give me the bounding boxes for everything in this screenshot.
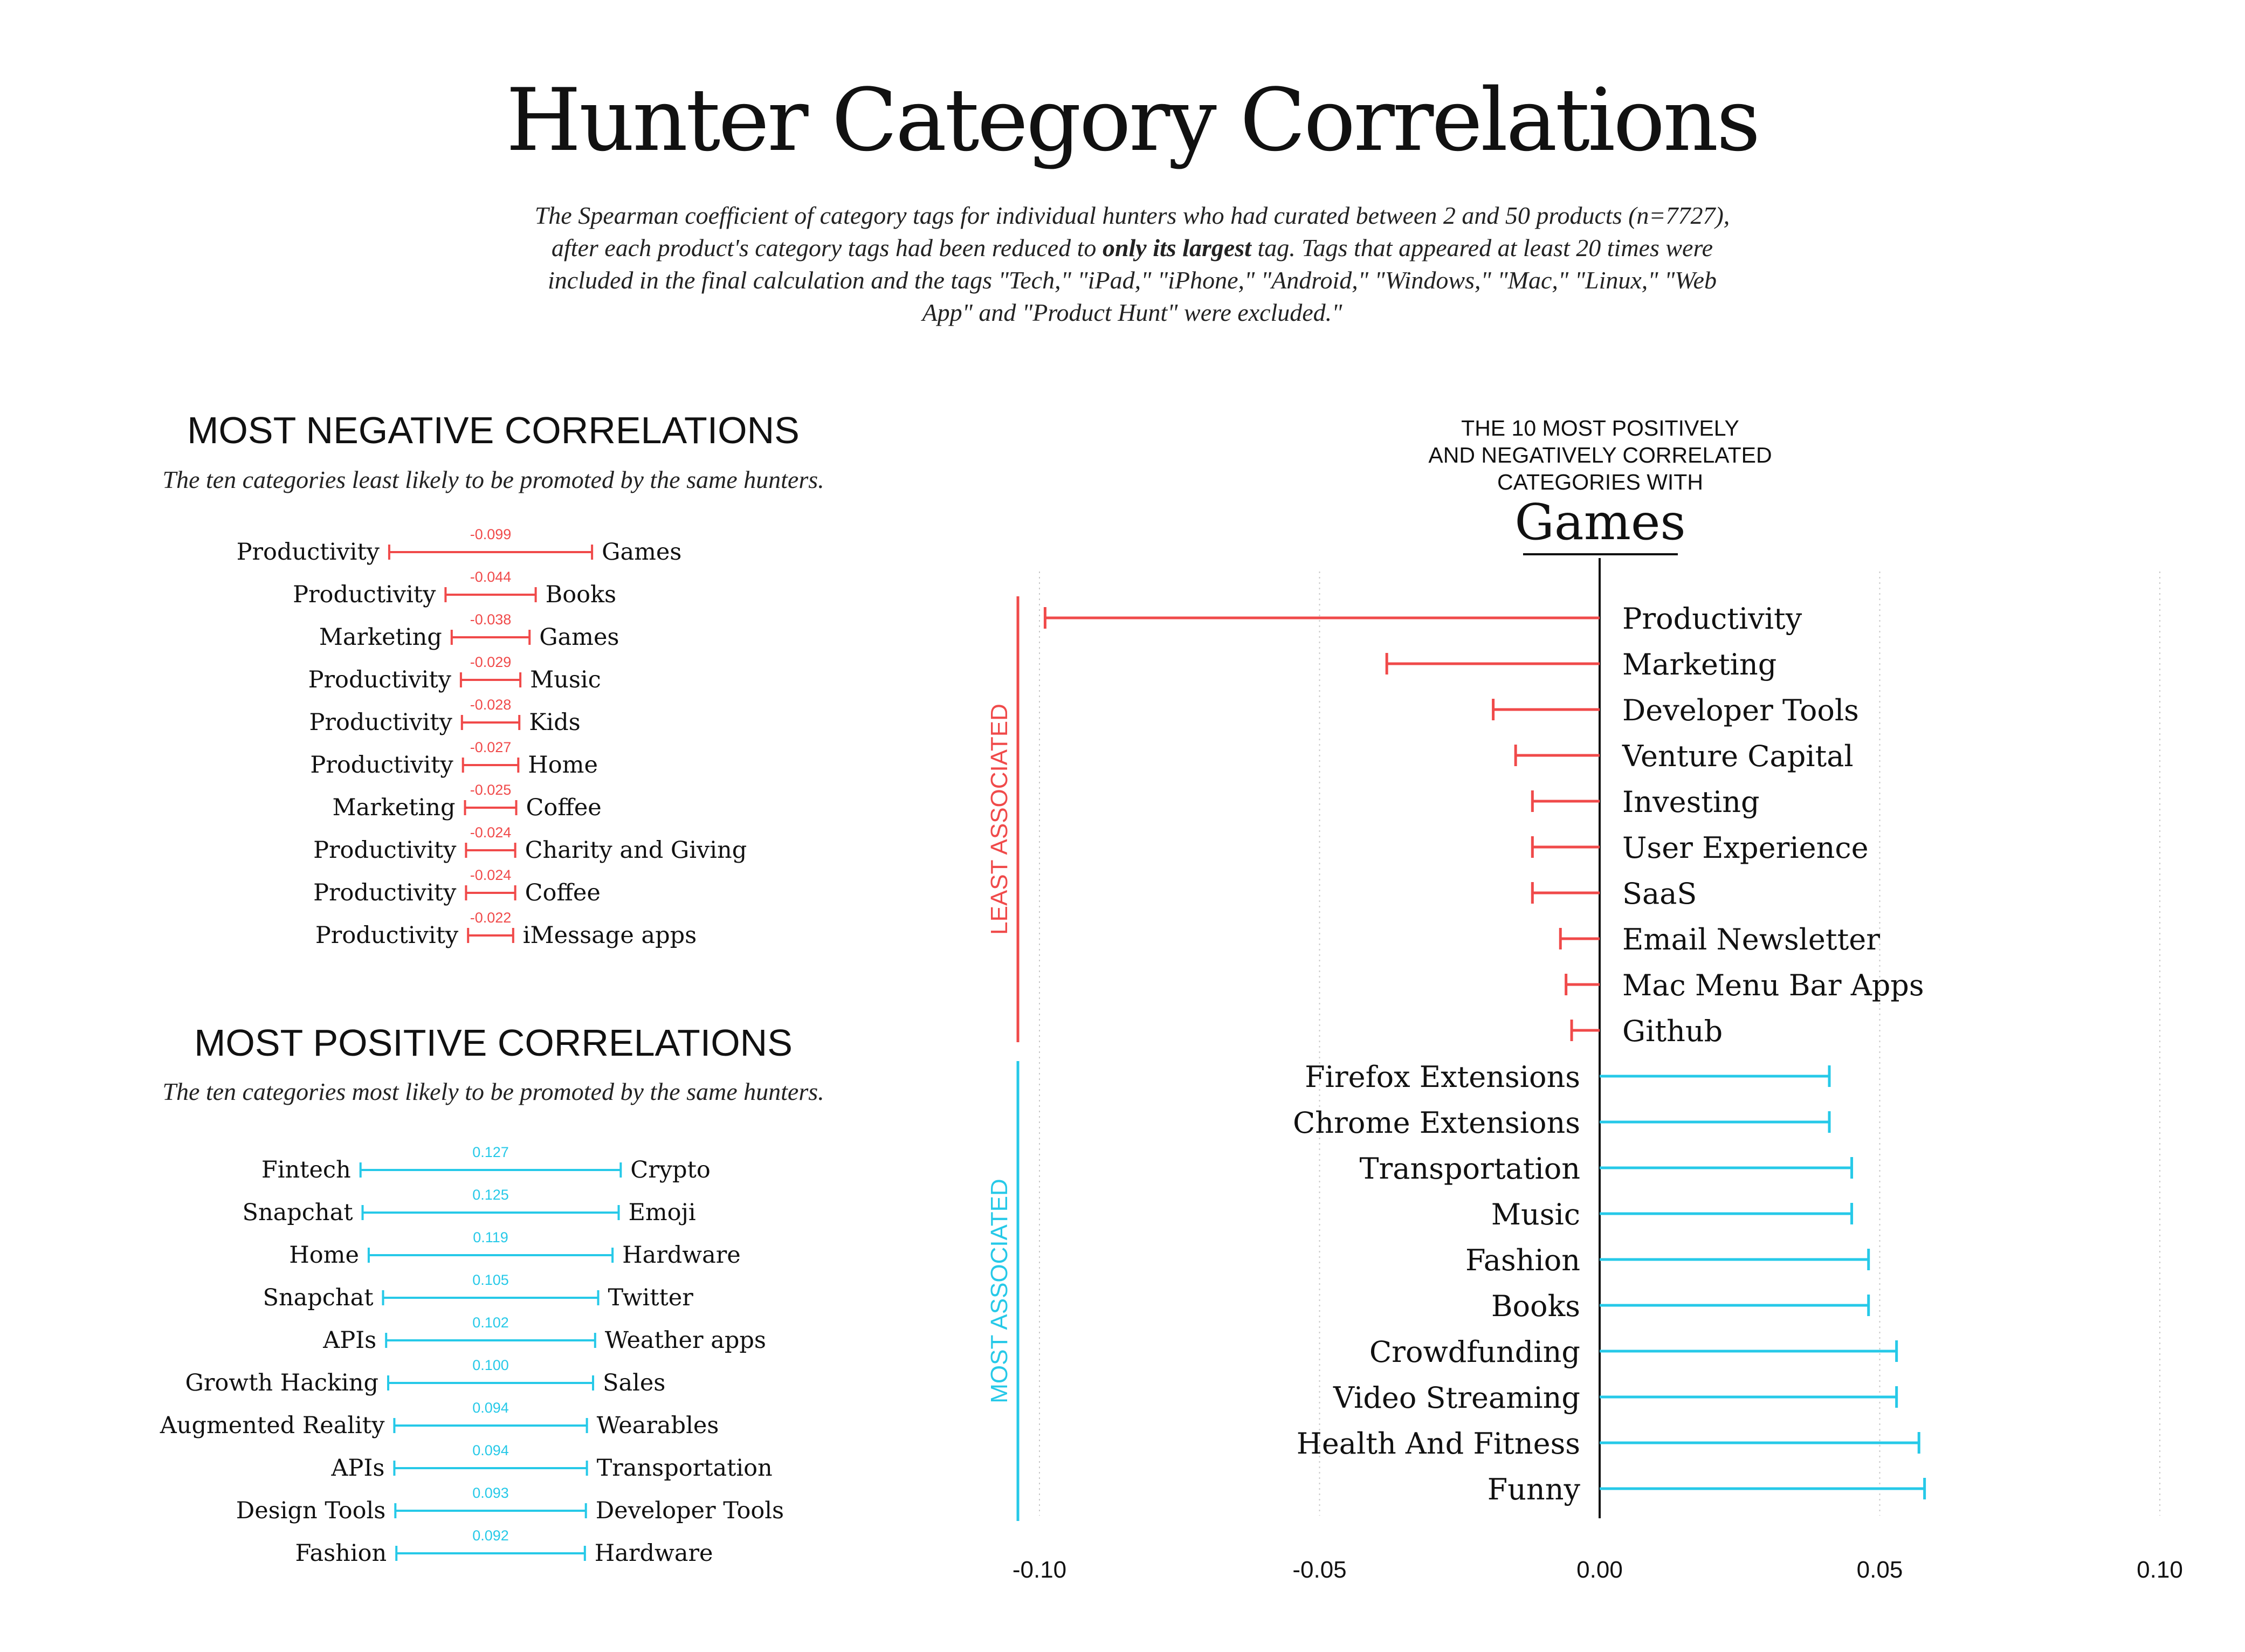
negative-pair-left-label: Productivity bbox=[313, 879, 457, 906]
chart-category-label: Email Newsletter bbox=[1622, 923, 1881, 956]
positive-pair-value: 0.094 bbox=[472, 1442, 509, 1458]
negative-pair-value: -0.038 bbox=[470, 611, 512, 628]
chart-category-label: Developer Tools bbox=[1622, 693, 1859, 727]
positive-pair-row bbox=[295, 1527, 713, 1567]
negative-pair-value: -0.022 bbox=[470, 910, 512, 926]
negative-pair-row bbox=[333, 782, 602, 821]
chart-category-label: Venture Capital bbox=[1622, 739, 1854, 773]
most-associated-row bbox=[1491, 1197, 1852, 1231]
negative-pair-right-label: Home bbox=[528, 752, 598, 779]
subtitle bbox=[528, 199, 1736, 340]
most-associated-row bbox=[1297, 1427, 1919, 1461]
chart-title-line-3: CATEGORIES WITH bbox=[1497, 470, 1703, 494]
positive-pair-row bbox=[289, 1229, 740, 1269]
negative-pair-left-label: Productivity bbox=[310, 752, 453, 779]
positive-pair-right-label: Wearables bbox=[596, 1412, 719, 1439]
negative-pair-value: -0.027 bbox=[470, 739, 512, 755]
positive-pair-row bbox=[242, 1187, 695, 1226]
positive-pairs bbox=[160, 1144, 784, 1567]
chart-category-label: Mac Menu Bar Apps bbox=[1622, 968, 1924, 1002]
positive-pair-row bbox=[263, 1272, 693, 1311]
least-associated-row bbox=[1572, 1014, 1723, 1048]
positive-pair-right-label: Hardware bbox=[594, 1540, 713, 1567]
x-tick-label: 0.10 bbox=[2137, 1557, 2183, 1583]
positive-pair-row bbox=[322, 1314, 766, 1354]
positive-pair-value: 0.125 bbox=[472, 1187, 509, 1203]
negative-pair-row bbox=[293, 569, 616, 608]
negative-pair-value: -0.024 bbox=[470, 824, 512, 841]
chart-title-line-2: AND NEGATIVELY CORRELATED bbox=[1428, 443, 1772, 467]
positive-pair-left-label: Design Tools bbox=[236, 1497, 386, 1524]
positive-pair-row bbox=[160, 1400, 719, 1439]
negative-pair-left-label: Productivity bbox=[309, 709, 452, 736]
chart-category-label: Fashion bbox=[1465, 1243, 1580, 1277]
negative-description: The ten categories least likely to be promoted by the same hunters. bbox=[162, 466, 824, 493]
positive-heading: MOST POSITIVE CORRELATIONS bbox=[194, 1022, 793, 1064]
negative-pair-right-label: Games bbox=[539, 624, 619, 651]
positive-pair-row bbox=[236, 1485, 784, 1524]
chart-title-line-1: THE 10 MOST POSITIVELY bbox=[1461, 416, 1739, 440]
positive-pair-value: 0.093 bbox=[472, 1485, 509, 1501]
negative-pair-value: -0.028 bbox=[470, 697, 512, 713]
chart-category-label: Productivity bbox=[1622, 602, 1802, 636]
positive-pair-value: 0.102 bbox=[472, 1314, 509, 1331]
x-tick-label: -0.10 bbox=[1012, 1557, 1067, 1583]
positive-pair-left-label: Snapchat bbox=[242, 1199, 353, 1226]
chart-category-label: Music bbox=[1491, 1197, 1580, 1231]
negative-pair-right-label: iMessage apps bbox=[522, 922, 697, 949]
positive-description: The ten categories most likely to be promoted by the same hunters. bbox=[162, 1078, 824, 1105]
positive-pair-right-label: Emoji bbox=[628, 1199, 696, 1226]
chart-category-label: User Experience bbox=[1622, 831, 1869, 865]
positive-pair-right-label: Transportation bbox=[596, 1455, 773, 1482]
negative-pair-value: -0.099 bbox=[470, 526, 512, 542]
x-tick-label: 0.00 bbox=[1576, 1557, 1623, 1583]
positive-pair-value: 0.119 bbox=[473, 1229, 508, 1245]
positive-pair-right-label: Sales bbox=[603, 1369, 666, 1396]
positive-pair-right-label: Developer Tools bbox=[595, 1497, 784, 1524]
positive-pair-left-label: APIs bbox=[331, 1455, 385, 1482]
subtitle-text-1: The Spearman coefficient of category tags for individual hunters who had curated between 2 and 50 products (n=7727), after each product's category tags had been reduced to bbox=[534, 202, 1730, 261]
least-associated-row bbox=[1566, 968, 1924, 1002]
most-associated-row bbox=[1465, 1243, 1869, 1277]
chart-category-label: Github bbox=[1622, 1014, 1723, 1048]
negative-pair-right-label: Books bbox=[545, 581, 617, 608]
negative-pair-right-label: Kids bbox=[529, 709, 581, 736]
subtitle-text-2: tag. Tags that appeared at least 20 times were included in the final calculation and the tags "Tech," "iPad," "iPhone," "Android," "Windows," "Mac," "Linux," "Web App" and "Product Hunt" were excluded." bbox=[548, 234, 1717, 326]
negative-heading: MOST NEGATIVE CORRELATIONS bbox=[187, 409, 800, 451]
least-associated-row bbox=[1516, 739, 1854, 773]
positive-pair-left-label: APIs bbox=[323, 1327, 377, 1354]
most-associated-row bbox=[1293, 1106, 1829, 1140]
page-title: Hunter Category Correlations bbox=[506, 70, 1759, 170]
x-tick-label: 0.05 bbox=[1856, 1557, 1903, 1583]
negative-pair-value: -0.044 bbox=[470, 569, 512, 585]
positive-pair-right-label: Hardware bbox=[622, 1242, 741, 1269]
positive-pair-value: 0.100 bbox=[472, 1357, 509, 1373]
positive-pair-right-label: Weather apps bbox=[604, 1327, 766, 1354]
negative-pair-row bbox=[308, 654, 601, 693]
negative-pair-left-label: Marketing bbox=[319, 624, 442, 651]
negative-pairs bbox=[237, 526, 747, 949]
negative-pair-left-label: Productivity bbox=[293, 581, 436, 608]
subtitle-bold: only its largest bbox=[1102, 234, 1251, 261]
most-associated-row bbox=[1333, 1381, 1897, 1415]
negative-pair-right-label: Coffee bbox=[526, 794, 602, 821]
negative-pair-left-label: Productivity bbox=[315, 922, 459, 949]
negative-pair-value: -0.025 bbox=[470, 782, 512, 798]
positive-pair-left-label: Growth Hacking bbox=[185, 1369, 378, 1396]
negative-pair-right-label: Charity and Giving bbox=[525, 837, 747, 864]
chart-category-label: Books bbox=[1491, 1289, 1580, 1323]
negative-pair-value: -0.024 bbox=[470, 867, 512, 883]
negative-pair-left-label: Marketing bbox=[332, 794, 456, 821]
most-associated-row bbox=[1359, 1152, 1851, 1186]
positive-pair-row bbox=[261, 1144, 711, 1183]
negative-pair-left-label: Productivity bbox=[313, 837, 457, 864]
negative-pair-row bbox=[309, 697, 580, 736]
chart-category-label: SaaS bbox=[1622, 877, 1697, 911]
most-associated-row bbox=[1488, 1472, 1925, 1506]
negative-pair-right-label: Games bbox=[602, 539, 682, 566]
chart-category-label: Video Streaming bbox=[1333, 1381, 1580, 1415]
positive-pair-value: 0.127 bbox=[472, 1144, 509, 1160]
least-associated-row bbox=[1387, 648, 1776, 682]
chart-category-label: Investing bbox=[1622, 785, 1760, 819]
positive-pair-right-label: Crypto bbox=[630, 1157, 711, 1183]
least-associated-row bbox=[1532, 877, 1697, 911]
positive-pair-right-label: Twitter bbox=[608, 1284, 693, 1311]
negative-pair-left-label: Productivity bbox=[308, 666, 451, 693]
least-associated-row bbox=[1532, 831, 1868, 865]
negative-pair-row bbox=[319, 611, 619, 651]
positive-pair-left-label: Home bbox=[289, 1242, 359, 1269]
positive-pair-left-label: Fashion bbox=[295, 1540, 387, 1567]
negative-pair-row bbox=[313, 867, 601, 906]
positive-pair-value: 0.105 bbox=[472, 1272, 509, 1288]
negative-pair-right-label: Music bbox=[530, 666, 601, 693]
most-associated-row bbox=[1491, 1289, 1869, 1323]
least-associated-row bbox=[1045, 602, 1802, 636]
negative-pair-row bbox=[310, 739, 598, 779]
games-correlation-chart bbox=[986, 416, 2183, 1583]
most-associated-label: MOST ASSOCIATED bbox=[986, 1179, 1013, 1403]
positive-pair-value: 0.094 bbox=[472, 1400, 509, 1416]
negative-pair-left-label: Productivity bbox=[236, 539, 380, 566]
positive-pair-left-label: Fintech bbox=[261, 1157, 351, 1183]
least-associated-label: LEAST ASSOCIATED bbox=[986, 704, 1013, 935]
positive-pair-left-label: Snapchat bbox=[263, 1284, 374, 1311]
least-associated-row bbox=[1493, 693, 1859, 727]
chart-category-label: Health And Fitness bbox=[1296, 1427, 1580, 1461]
most-associated-row bbox=[1305, 1060, 1829, 1094]
chart-category-label: Crowdfunding bbox=[1369, 1335, 1580, 1369]
x-tick-label: -0.05 bbox=[1292, 1557, 1347, 1583]
negative-pair-value: -0.029 bbox=[470, 654, 512, 670]
chart-focus-category: Games bbox=[1514, 493, 1686, 551]
negative-pair-row bbox=[237, 526, 682, 566]
positive-pair-left-label: Augmented Reality bbox=[160, 1412, 385, 1439]
positive-pair-row bbox=[330, 1442, 772, 1482]
chart-category-label: Marketing bbox=[1622, 648, 1777, 682]
chart-category-label: Funny bbox=[1487, 1472, 1580, 1506]
positive-pair-value: 0.092 bbox=[472, 1527, 509, 1544]
least-associated-row bbox=[1560, 923, 1880, 956]
most-associated-row bbox=[1369, 1335, 1897, 1369]
negative-pair-row bbox=[313, 824, 747, 864]
negative-pair-right-label: Coffee bbox=[525, 879, 601, 906]
negative-pair-row bbox=[315, 910, 697, 949]
chart-category-label: Firefox Extensions bbox=[1305, 1060, 1580, 1094]
least-associated-row bbox=[1532, 785, 1759, 819]
positive-pair-row bbox=[185, 1357, 666, 1396]
chart-category-label: Transportation bbox=[1359, 1152, 1580, 1186]
chart-category-label: Chrome Extensions bbox=[1292, 1106, 1580, 1140]
